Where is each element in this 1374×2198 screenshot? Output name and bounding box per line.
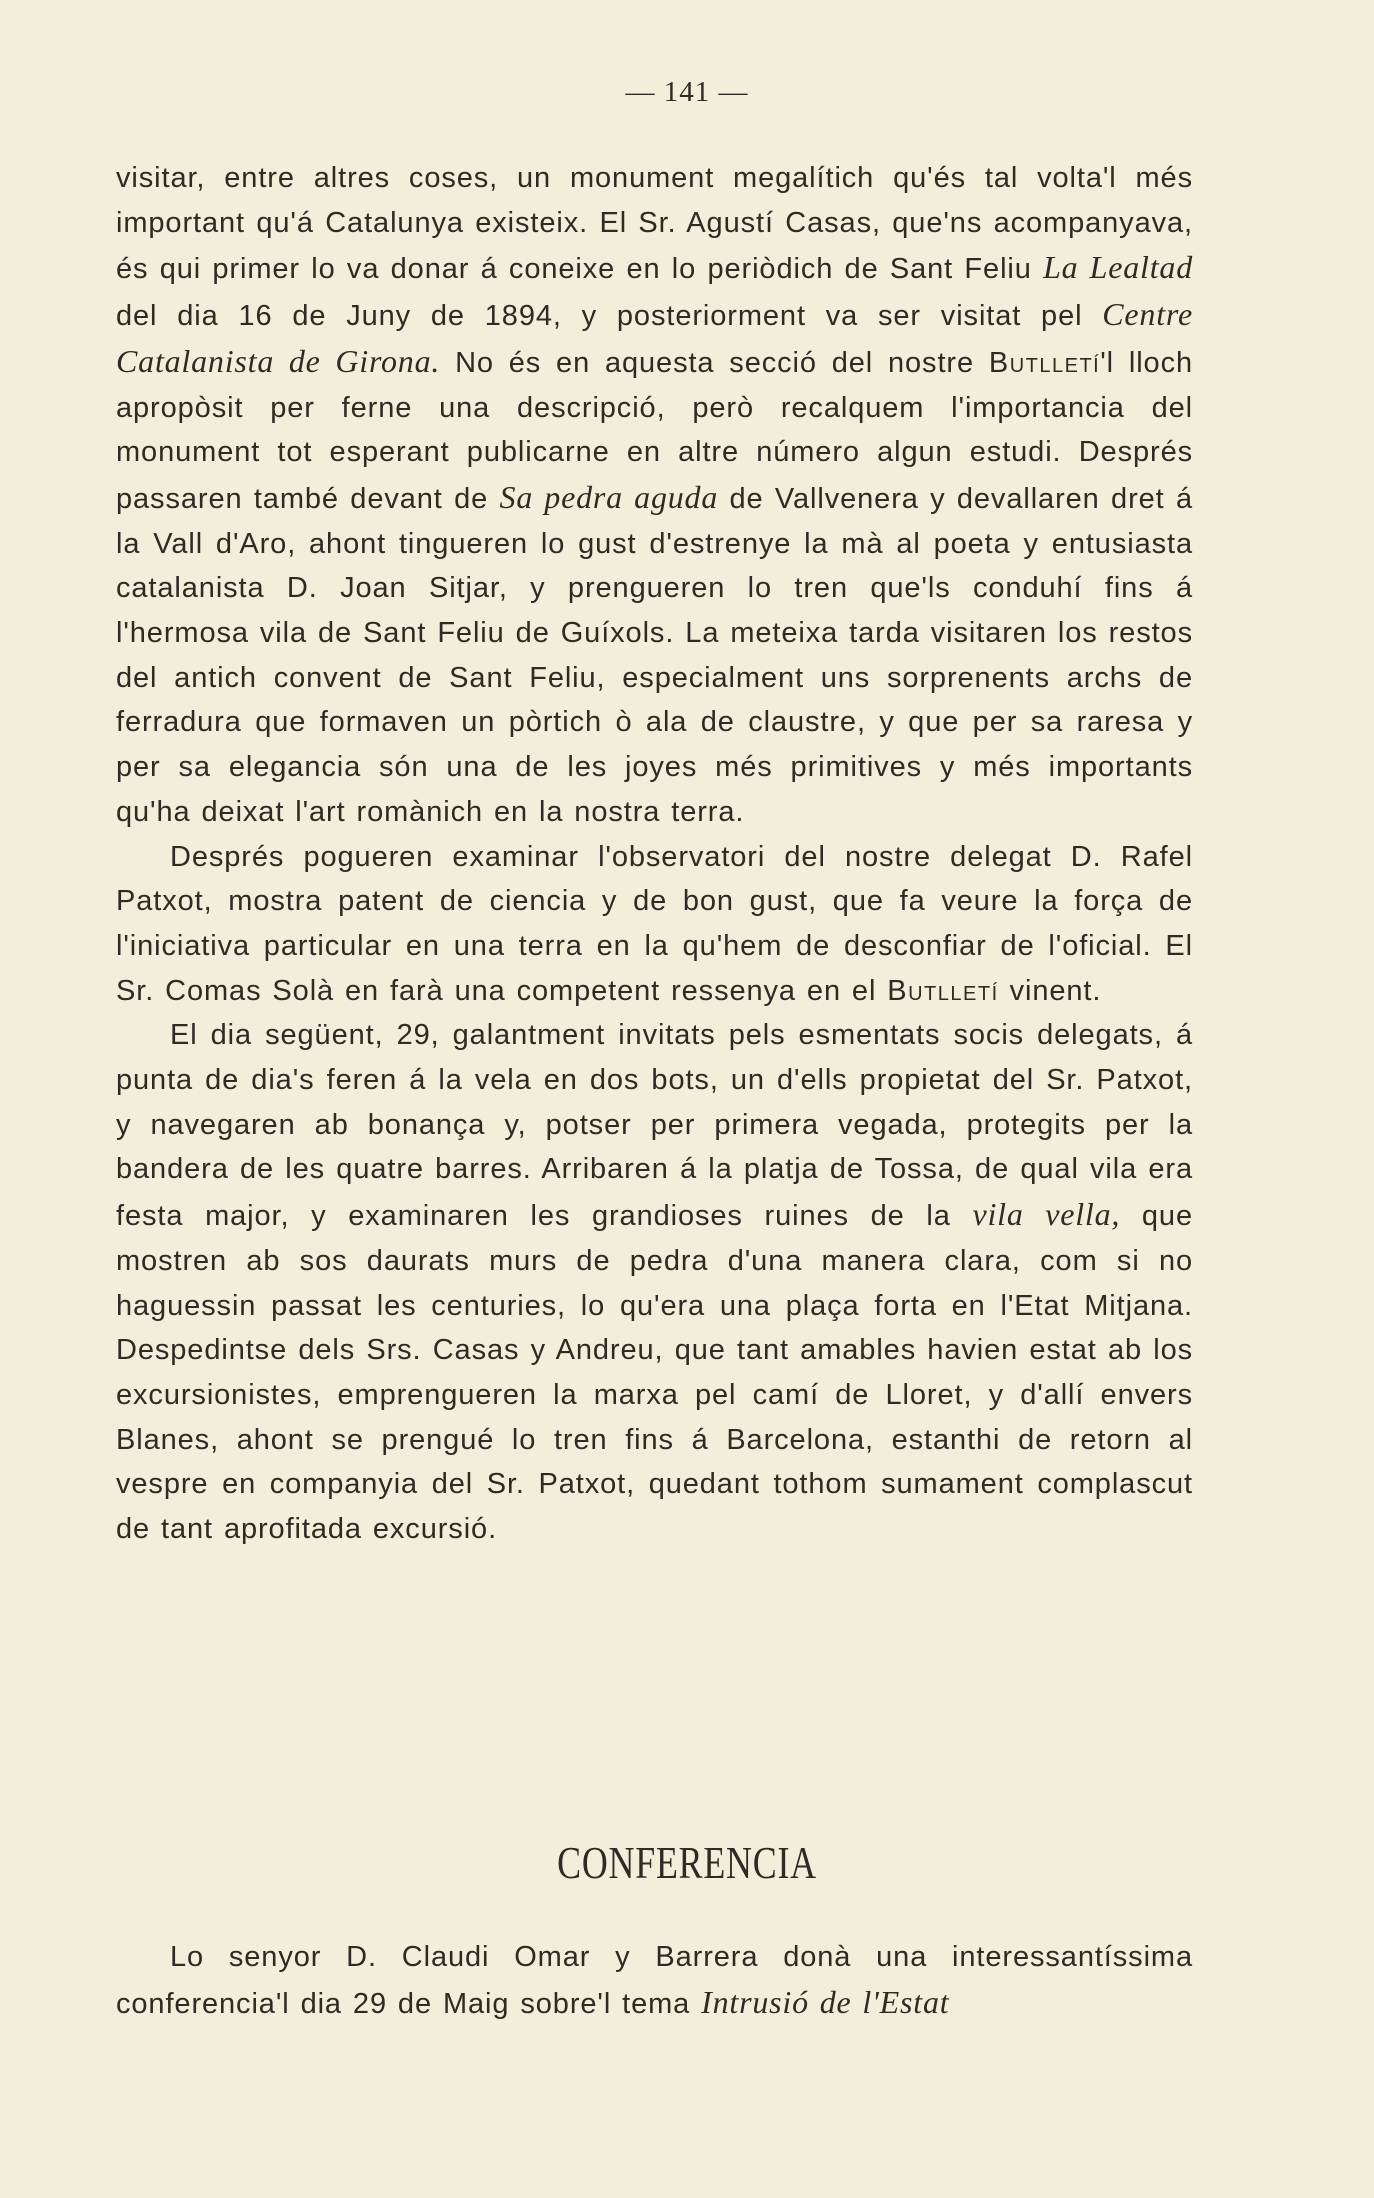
text-run: vinent. — [998, 974, 1102, 1007]
text-run: El dia següent, 29, galantment invitats pels esmentats socis delegats, á punta de dia's feren á la vela en dos bots, un d'ells propietat del Sr. Patxot, y navegaren ab bonança y, potser per primera vegada, protegits per la bandera de les quatre barres. Arribaren á la platja de Tossa, de qual vila era festa major, y examinaren les grandioses ruines de la — [116, 1019, 1193, 1233]
text-run: del dia 16 de Juny de 1894, y posteriorment va ser visitat pel — [116, 300, 1103, 333]
article-body — [116, 156, 1193, 1552]
paragraph-conferencia — [116, 1935, 1193, 2026]
italic-title-la-lealtad: La Lealtad — [1043, 249, 1193, 286]
paragraph-observatori — [116, 835, 1193, 1014]
page-number: — 141 — — [625, 76, 749, 108]
section-heading-conferencia: CONFERENCIA — [557, 1837, 817, 1888]
text-run: de Vallvenera y devallaren dret á la Vall d'Aro, ahont tingueren lo gust d'estrenye la mà al poeta y entusiasta catalanista D. Joan Sitjar, y prengueren lo tren que'ls conduhí fins á l'hermosa vila de Sant Feliu de Guíxols. La meteixa tarda visitaren los restos del antich convent de Sant Feliu, especialment uns sorprenents archs de ferradura que formaven un pòrtich ò ala de claustre, y que per sa raresa y per sa elegancia són una de les joyes més primitives y més importants qu'ha deixat l'art romànich en la nostra terra. — [116, 482, 1193, 828]
text-run: No és en aquesta secció del nostre — [440, 346, 989, 379]
conferencia-body — [116, 1935, 1193, 2026]
text-run: Lo senyor D. Claudi Omar y Barrera donà una interessantíssima conferencia'l dia 29 de Maig sobre'l tema — [116, 1941, 1193, 2020]
italic-title-intrusio: Intrusió de l'Estat — [701, 1983, 950, 2020]
text-run: 'l lloch apropòsit per ferne una descripció, però recalquem l'importancia del monument tot esperant publicarne en altre número algun estudi. Després passaren també devant de — [116, 346, 1194, 515]
italic-title-centre-catalanista: Centre Catalanista de Girona. — [116, 296, 1193, 379]
paragraph-tossa — [116, 1013, 1193, 1551]
italic-vila-vella: vila vella, — [972, 1196, 1121, 1233]
text-run: Després pogueren examinar l'observatori del nostre delegat D. Rafel Patxot, mostra patent de ciencia y de bon gust, que fa veure la força de l'iniciativa particular en una terra en la qu'hem de desconfiar de l'oficial. El Sr. Comas Solà en farà una competent ressenya en el — [116, 840, 1193, 1007]
italic-title-sa-pedra-aguda: Sa pedra aguda — [499, 478, 719, 515]
text-run: visitar, entre altres coses, un monument megalítich qu'és tal volta'l més important qu'á Catalunya existeix. El Sr. Agustí Casas, que'ns acompanyava, és qui primer lo va donar á coneixe en lo periòdich de Sant Feliu — [116, 162, 1193, 286]
smallcaps-butlleti: Butlletí — [887, 974, 999, 1007]
smallcaps-butlleti: Butlletí — [988, 346, 1101, 379]
text-run: que mostren ab sos daurats murs de pedra d'una manera clara, com si no haguessin passat les centuries, lo qu'era una plaça forta en l'Etat Mitjana. Despedintse dels Srs. Casas y Andreu, que tant amables havien estat ab los excursionistes, emprengueren la marxa pel camí de Lloret, y d'allí envers Blanes, ahont se prengué lo tren fins á Barcelona, estanthi de retorn al vespre en companyia del Sr. Patxot, quedant tothom sumament complascut de tant aprofitada excursió. — [116, 1200, 1193, 1546]
paragraph-excursion — [116, 156, 1193, 835]
